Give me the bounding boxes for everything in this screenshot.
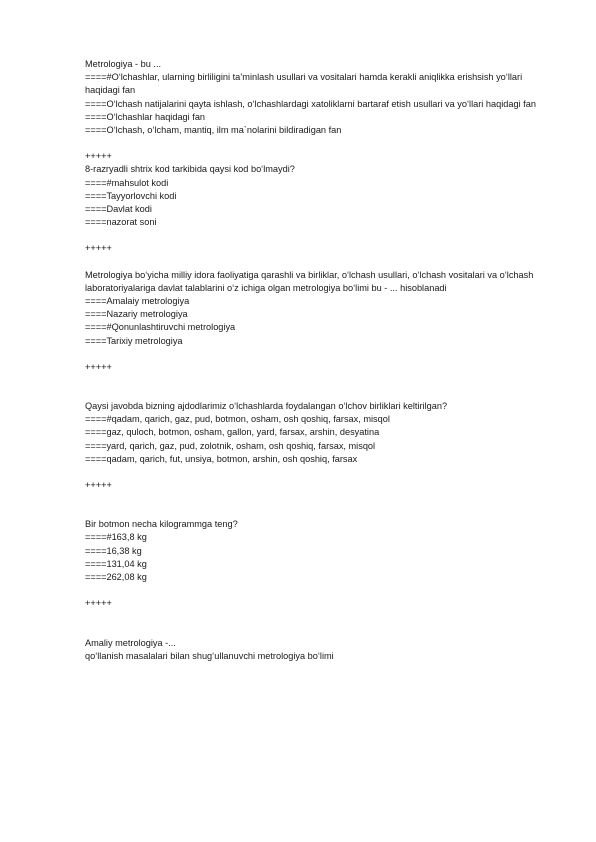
answer-option: ====262,08 kg — [85, 572, 147, 583]
question-block-6 — [85, 637, 555, 663]
question-text: Metrologiya - bu ... — [85, 59, 162, 69]
answer-option: ====#mahsulot kodi — [85, 177, 169, 188]
question-text: Amaliy metrologiya -... — [85, 637, 176, 648]
answer-option: ====O‘lchash natijalarini qayta ishlash, o‘lchashlardagi xatoliklarni bartaraf etish usullari va yo‘llari haqidagi fan — [85, 98, 536, 109]
answer-option: qo‘llanish masalalari bilan shug‘ullanuvchi metrologiya bo‘limi — [85, 650, 334, 661]
question-text: Qaysi javobda bizning ajdodlarimiz o‘lchashlarda foydalangan o‘lchov birliklari keltirilgan? — [85, 401, 448, 412]
answer-option: ====O‘lchash, o‘lcham, mantiq, ilm ma`nolarini bildiradigan fan — [85, 125, 342, 136]
answer-option: ====Nazariy metrologiya — [85, 309, 188, 320]
question-separator: +++++ — [85, 480, 112, 491]
question-block-5 — [85, 518, 555, 584]
question-text: 8-razryadli shtrix kod tarkibida qaysi kod bo‘lmaydi? — [85, 164, 295, 175]
question-separator: +++++ — [85, 598, 112, 609]
answer-option: ====#163,8 kg — [85, 532, 147, 543]
answer-option: ====131,04 kg — [85, 558, 147, 569]
answer-option: ====Tarixiy metrologiya — [85, 335, 183, 346]
answer-option: ====Tayyorlovchi kodi — [85, 190, 177, 201]
answer-option: ====#O‘lchashlar, ularning birliligini ta’minlash usullari va vositalari hamda kerakli aniqlikka erishsish yo‘llari haqidagi fan — [85, 72, 523, 96]
question-block-3 — [85, 269, 555, 348]
answer-option: ====#qadam, qarich, gaz, pud, botmon, osham, osh qoshiq, farsax, misqol — [85, 414, 390, 425]
question-separator: +++++ — [85, 243, 112, 254]
answer-option: ====yard, qarich, gaz, pud, zolotnik, osham, osh qoshiq, farsax, misqol — [85, 440, 376, 451]
question-text: Metrologiya bo‘yicha milliy idora faoliyatiga qarashli va birliklar, o‘lchash usullari, o‘lchash vositalari va o‘lchash laboratoriyalariga davlat talablarini o‘z ichiga olgan metrologiya bo‘limi bu - ... hisoblanadi — [85, 269, 534, 293]
answer-option: ====nazorat soni — [85, 217, 157, 228]
question-block-4 — [85, 400, 555, 466]
question-block-2 — [85, 163, 555, 229]
answer-option: ====gaz, quloch, botmon, osham, gallon, yard, farsax, arshin, desyatina — [85, 427, 380, 438]
answer-option: ====Amalaiy metrologiya — [85, 296, 190, 307]
question-separator: +++++ — [85, 151, 112, 162]
answer-option: ====16,38 kg — [85, 545, 142, 556]
answer-option: ====O‘lchashlar haqidagi fan — [85, 111, 206, 122]
document-page — [85, 58, 555, 663]
question-text: Bir botmon necha kilogrammga teng? — [85, 519, 238, 530]
question-separator: +++++ — [85, 361, 112, 372]
answer-option: ====#Qonunlashtiruvchi metrologiya — [85, 322, 236, 333]
answer-option: ====Davlat kodi — [85, 204, 152, 215]
question-block-1 — [85, 58, 555, 137]
answer-option: ====qadam, qarich, fut, unsiya, botmon, arshin, osh qoshiq, farsax — [85, 453, 358, 464]
